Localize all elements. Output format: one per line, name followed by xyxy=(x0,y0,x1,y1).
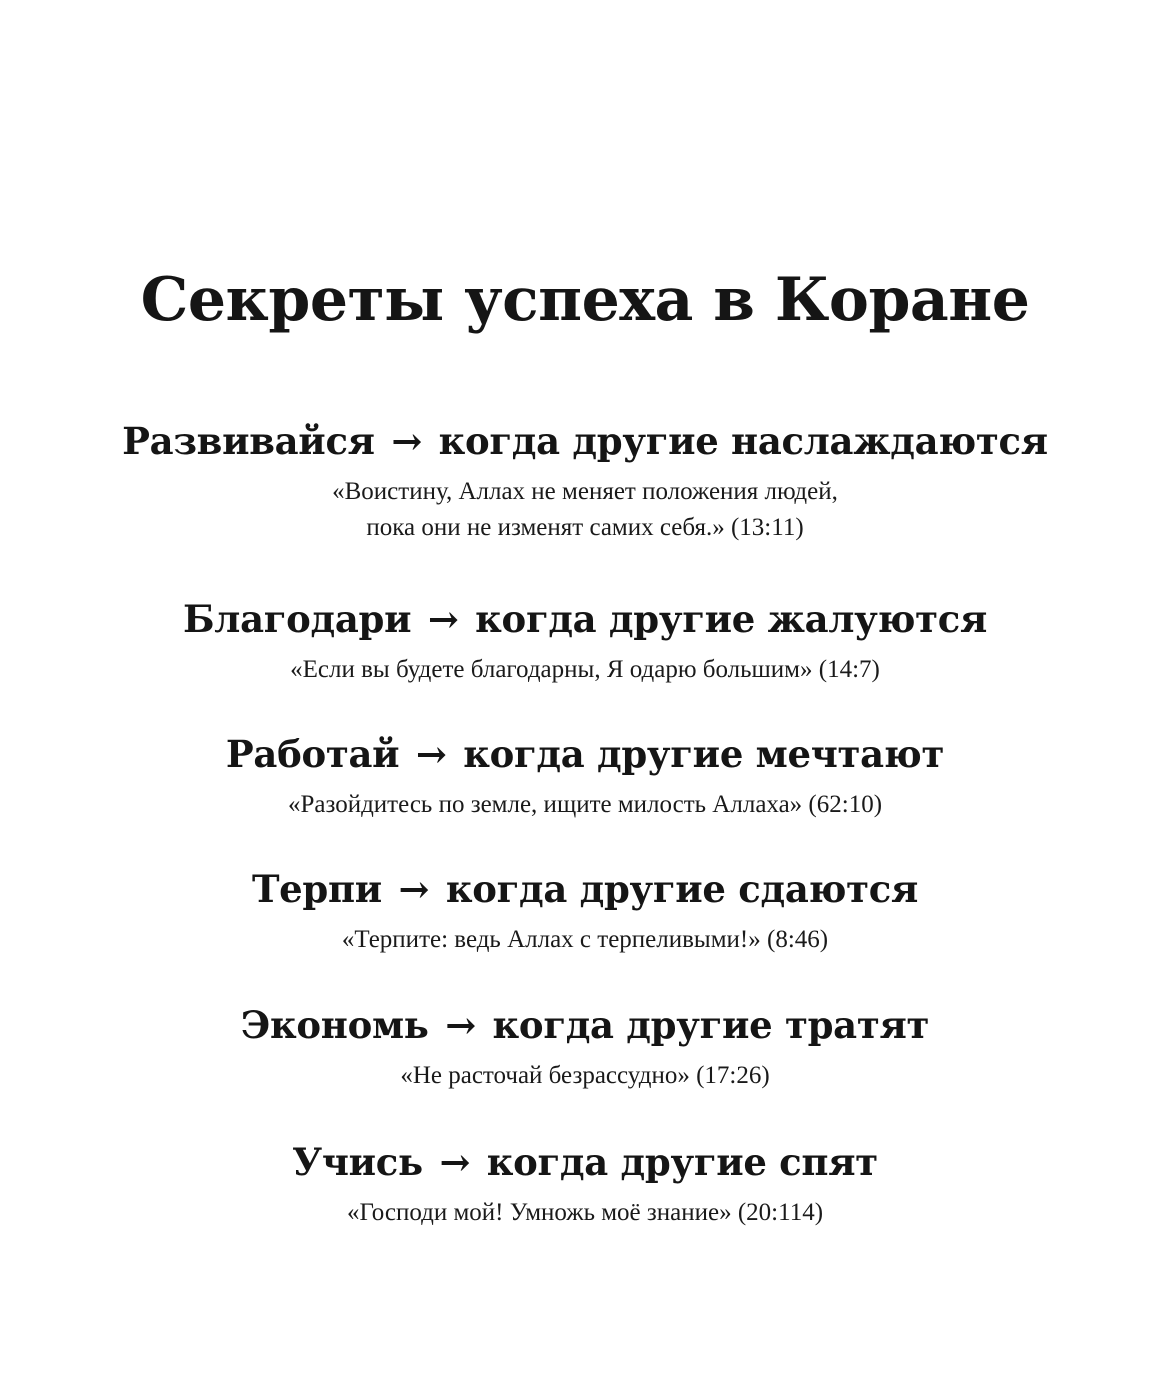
principle-contrast: когда другие спят xyxy=(486,1140,878,1184)
principle-action: Развивайся xyxy=(122,419,375,463)
quote-line: «Господи мой! Умножь моё знание» (20:114) xyxy=(346,1199,824,1226)
quote-line: «Разойдитесь по земле, ищите милость Аллаха» (62:10) xyxy=(287,791,883,818)
arrow-right-icon: → xyxy=(391,419,423,463)
principle-heading xyxy=(0,418,1170,464)
principle-action: Экономь xyxy=(240,1003,429,1047)
principle-contrast: когда другие сдаются xyxy=(445,867,919,911)
quote-line: пока они не изменят самих себя.» (13:11) xyxy=(366,514,804,541)
principle-quote xyxy=(0,787,1170,823)
quote-line: «Воистину, Аллах не меняет положения людей, xyxy=(332,478,838,505)
principle-action: Работай xyxy=(225,732,400,776)
principle-contrast: когда другие тратят xyxy=(492,1003,930,1047)
principle-item xyxy=(0,1002,1170,1094)
principle-heading xyxy=(0,1139,1170,1185)
principle-quote xyxy=(0,1195,1170,1231)
principle-heading xyxy=(0,596,1170,642)
arrow-right-icon: → xyxy=(415,732,447,776)
principle-item xyxy=(0,866,1170,958)
principle-action: Учись xyxy=(292,1140,423,1184)
quote-line: «Не расточай безрассудно» (17:26) xyxy=(400,1062,770,1089)
principle-heading xyxy=(0,731,1170,777)
arrow-right-icon: → xyxy=(398,867,430,911)
principle-contrast: когда другие наслаждаются xyxy=(438,419,1048,463)
page-title: Секреты успеха в Коране xyxy=(140,265,1030,335)
arrow-right-icon: → xyxy=(439,1140,471,1184)
arrow-right-icon: → xyxy=(427,597,459,641)
principle-action: Терпи xyxy=(251,867,382,911)
quote-line: «Терпите: ведь Аллах с терпеливыми!» (8:46) xyxy=(341,926,829,953)
principle-heading xyxy=(0,1002,1170,1048)
principle-heading xyxy=(0,866,1170,912)
quote-line: «Если вы будете благодарны, Я одарю большим» (14:7) xyxy=(290,656,880,683)
principle-action: Благодари xyxy=(182,597,412,641)
principle-item xyxy=(0,596,1170,688)
principle-contrast: когда другие жалуются xyxy=(475,597,988,641)
principle-quote xyxy=(0,652,1170,688)
principle-item xyxy=(0,418,1170,546)
principle-contrast: когда другие мечтают xyxy=(463,732,945,776)
principle-item xyxy=(0,1139,1170,1231)
principle-quote xyxy=(0,474,1170,546)
principle-quote xyxy=(0,922,1170,958)
arrow-right-icon: → xyxy=(445,1003,476,1047)
principle-item xyxy=(0,731,1170,823)
principle-quote xyxy=(0,1058,1170,1094)
